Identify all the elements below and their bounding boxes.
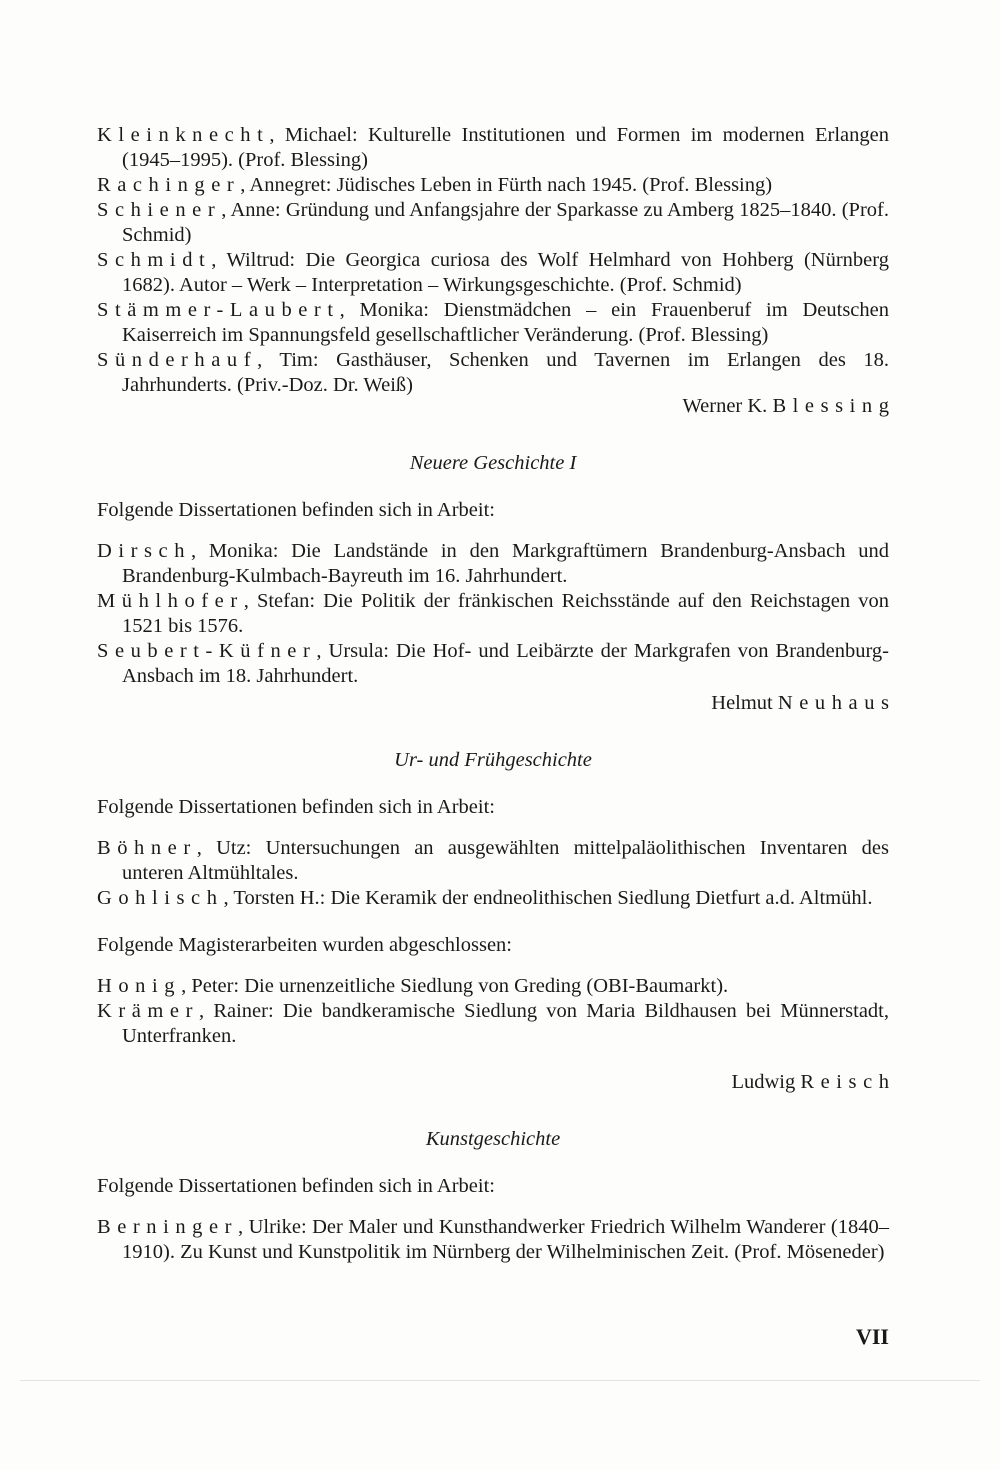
list-item (97, 886, 889, 911)
section-intro: Folgende Magisterarbeiten wurden abgeschlossen: (97, 934, 513, 956)
list-item (97, 639, 889, 689)
list-item (97, 348, 889, 398)
list-item (97, 248, 889, 298)
entry-text: , Rainer: Die bandkeramische Siedlung von Maria Bildhausen bei Münnerstadt, Unterfranken. (122, 1000, 889, 1047)
author-name: Gohlisch (97, 887, 224, 909)
author-name: Böhner (97, 837, 197, 859)
list-item (97, 1215, 889, 1265)
divider (20, 1380, 980, 1381)
signature-last: Reisch (800, 1071, 896, 1093)
entry-text: , Torsten H.: Die Keramik der endneolithischen Siedlung Dietfurt a.d. Altmühl. (223, 887, 873, 909)
entry-text: , Monika: Die Landstände in den Markgraftümern Brandenburg-Ansbach und Brandenburg-Kulmbach-Bayreuth im 16. Jahrhundert. (122, 540, 889, 587)
author-name: Kleinknecht (97, 124, 270, 146)
signature-last: Neuhaus (777, 692, 896, 714)
entry-text: , Anne: Gründung und Anfangsjahre der Sparkasse zu Amberg 1825–1840. (Prof. Schmid) (122, 199, 889, 246)
entry-text: , Utz: Untersuchungen an ausgewählten mittelpaläolithischen Inventaren des unteren Altmühltales. (122, 837, 889, 884)
entry-text: , Ulrike: Der Maler und Kunsthandwerker Friedrich Wilhelm Wanderer (1840–1910). Zu Kunst und Kunstpolitik im Nürnberg der Wilhelminischen Zeit. (Prof. Möseneder) (122, 1216, 889, 1263)
page-content (97, 123, 896, 1265)
author-name: Stämmer-Laubert (97, 299, 340, 321)
author-name: Rachinger (97, 174, 241, 196)
author-name: Sünderhauf (97, 349, 258, 371)
author-name: Berninger (97, 1216, 239, 1238)
author-name: Schmidt (97, 249, 212, 271)
section-intro: Folgende Dissertationen befinden sich in Arbeit: (97, 1175, 495, 1197)
section-intro: Folgende Dissertationen befinden sich in Arbeit: (97, 499, 495, 521)
author-name: Dirsch (97, 540, 192, 562)
list-item (97, 974, 889, 999)
signature (97, 1070, 896, 1095)
section-heading: Kunstgeschichte (425, 1128, 561, 1150)
list-item (97, 198, 889, 248)
signature-last: Blessing (772, 395, 896, 417)
section-heading: Ur- und Frühgeschichte (394, 749, 592, 771)
list-item (97, 589, 889, 639)
page-number: VII (855, 1324, 889, 1349)
author-name: Mühlhofer (97, 590, 244, 612)
entry-text: , Monika: Dienstmädchen – ein Frauenberuf im Deutschen Kaiserreich im Spannungsfeld gesellschaftlicher Veränderung. (Prof. Blessing) (122, 299, 889, 346)
signature-first: Ludwig (731, 1071, 796, 1093)
author-name: Schiener (97, 199, 222, 221)
entry-text: , Michael: Kulturelle Institutionen und Formen im modernen Erlangen (1945–1995). (Prof. Blessing) (122, 124, 889, 171)
signature-first: Helmut (711, 692, 773, 714)
author-name: Krämer (97, 1000, 199, 1022)
author-name: Honig (97, 975, 182, 997)
signature-first: Werner K. (682, 395, 768, 417)
list-item (97, 999, 889, 1049)
section-heading: Neuere Geschichte I (409, 452, 577, 474)
list-item (97, 123, 889, 173)
entry-text: , Peter: Die urnenzeitliche Siedlung von Greding (OBI-Baumarkt). (181, 975, 729, 997)
entry-text: , Wiltrud: Die Georgica curiosa des Wolf Helmhard von Hohberg (Nürnberg 1682). Autor – Werk – Interpretation – Wirkungsgeschichte. (Prof. Schmid) (122, 249, 889, 296)
signature (97, 691, 896, 716)
entry-text: , Ursula: Die Hof- und Leibärzte der Markgrafen von Brandenburg-Ansbach im 18. Jahrhundert. (122, 640, 889, 687)
entry-text: , Annegret: Jüdisches Leben in Fürth nach 1945. (Prof. Blessing) (240, 174, 773, 196)
list-item (97, 298, 889, 348)
list-item (97, 539, 889, 589)
section-intro: Folgende Dissertationen befinden sich in Arbeit: (97, 796, 495, 818)
author-name: Seubert-Küfner (97, 640, 317, 662)
list-item (97, 173, 889, 198)
entry-text: , Tim: Gasthäuser, Schenken und Tavernen im Erlangen des 18. Jahrhunderts. (Priv.-Doz. Dr. Weiß) (122, 349, 889, 396)
entry-text: , Stefan: Die Politik der fränkischen Reichsstände auf den Reichstagen von 1521 bis 1576. (122, 590, 889, 637)
list-item (97, 836, 889, 886)
